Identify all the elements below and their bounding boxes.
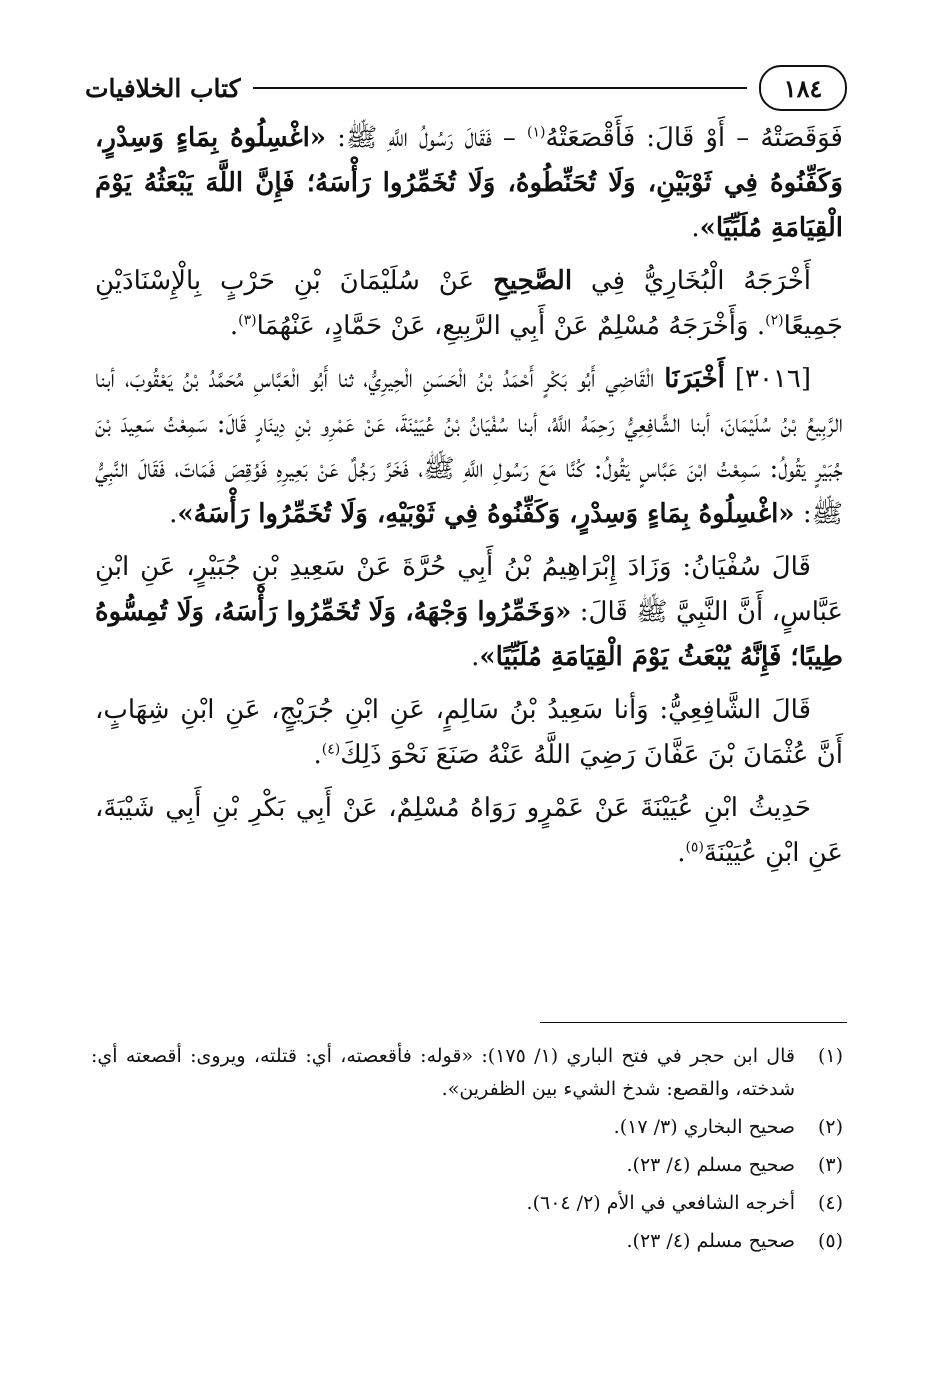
footnote-ref[interactable]: (٤) bbox=[321, 741, 341, 758]
text-run: قَالَ سُفْيَانُ: وَزَادَ إِبْرَاهِيمُ بْنُ أَبِي حُرَّةَ عَنْ سَعِيدِ بْنِ جُبَيْرٍ، عَنِ ابْنِ عَبَّاسٍ، أَنَّ النَّبِيَّ ﷺ قَالَ: bbox=[95, 552, 843, 627]
text-run: أَخْرَجَهُ الْبُخَارِيُّ فِي bbox=[572, 266, 811, 296]
footnotes bbox=[91, 1040, 843, 1263]
text-run: – فَقَالَ رَسُولُ اللَّهِ ﷺ: bbox=[326, 123, 528, 153]
footnote-ref[interactable]: (٥) bbox=[685, 839, 704, 856]
footnote-text: صحيح مسلم (٤/ ٢٣). bbox=[626, 1154, 795, 1176]
footnote-text: صحيح مسلم (٤/ ٢٣). bbox=[626, 1230, 795, 1252]
text-run: . bbox=[169, 499, 178, 529]
book-title: كتاب الخلافيات bbox=[85, 73, 241, 103]
paragraph-6 bbox=[95, 786, 843, 876]
hadith-text: «اغْسِلُوهُ بِمَاءٍ وَسِدْرٍ، وَكَفِّنُوهُ فِي ثَوْبَيْهِ، وَلَا تُخَمِّرُوا رَأْسَهُ» bbox=[177, 499, 795, 529]
footnote-ref[interactable]: (١) bbox=[527, 124, 546, 141]
footnote-item bbox=[91, 1225, 843, 1258]
hadith-text: «وَخَمِّرُوا وَجْهَهُ، وَلَا تُخَمِّرُوا رَأْسَهُ، وَلَا تُمِسُّوهُ طِيبًا؛ فَإِنَّهُ يُبْعَثُ يَوْمَ الْقِيَامَةِ مُلَبِّيًا» bbox=[95, 597, 843, 672]
footnote-ref[interactable]: (٢) bbox=[765, 312, 784, 329]
text-run: قَالَ الشَّافِعِيُّ: وَأنا سَعِيدُ بْنُ سَالِمٍ، عَنِ ابْنِ جُرَيْجٍ، عَنِ ابْنِ شِهَابٍ، أَنَّ عُثْمَانَ بْنَ عَفَّانَ رَضِيَ اللَّهُ عَنْهُ صَنَعَ نَحْوَ ذَلِكَ bbox=[95, 695, 843, 770]
text-run: . bbox=[677, 838, 686, 868]
text-run: فَوَقَصَتْهُ – أَوْ قَالَ: فَأَقْصَعَتْهُ bbox=[545, 123, 843, 153]
footnote-item bbox=[91, 1149, 843, 1182]
book-name: الصَّحِيحِ bbox=[492, 266, 573, 296]
footnote-item bbox=[91, 1040, 843, 1106]
text-run: . وَأَخْرَجَهُ مُسْلِمٌ عَنْ أَبِي الرَّبِيعِ، عَنْ حَمَّادٍ، عَنْهُمَا bbox=[256, 311, 766, 341]
main-text bbox=[95, 116, 843, 884]
text-run: حَدِيثُ ابْنِ عُيَيْنَةَ عَنْ عَمْرٍو رَوَاهُ مُسْلِمٌ، عَنْ أَبِي بَكْرِ بْنِ أَبِي شَيْبَةَ، عَنِ ابْنِ عُيَيْنَةَ bbox=[95, 793, 843, 868]
footnote-number: (٤) bbox=[817, 1192, 843, 1214]
footnote-number: (١) bbox=[817, 1045, 843, 1067]
paragraph-1 bbox=[95, 116, 843, 251]
footnote-separator bbox=[540, 1022, 847, 1023]
hadith-text: «اغْسِلُوهُ بِمَاءٍ وَسِدْرٍ، وَكَفِّنُوهُ فِي ثَوْبَيْنِ، وَلَا تُحَنِّطُوهُ، وَلَا تُخَمِّرُوا رَأْسَهُ؛ فَإِنَّ اللَّهَ يَبْعَثُهُ يَوْمَ الْقِيَامَةِ مُلَبِّيًا» bbox=[95, 123, 843, 243]
text-run: الْقَاضِي أَبُو بَكْرٍ أَحْمَدُ بْنُ الْحَسَنِ الْحِيرِيُّ، ثنا أَبُو الْعَبَّاسِ مُحَمَّدُ بْنُ يَعْقُوبَ، أبنا الرَّبِيعُ بْنُ سُلَيْمَانَ، أبنا الشَّافِعِيُّ رَحِمَهُ اللَّهُ، أبنا سُفْيَانُ بْنُ عُيَيْنَةَ، عَنْ عَمْرِو بْنِ دِينَارٍ قَالَ: سَمِعْتُ سَعِيدَ بْنَ جُبَيْرٍ يَقُولُ: سَمِعْتُ ابْنَ عَبَّاسٍ يَقُولُ: كُنَّا مَعَ رَسُولِ اللَّهِ ﷺ، فَخَرَّ رَجُلٌ عَنْ بَعِيرِهِ فَوُقِصَ فَمَاتَ، فَقَالَ النَّبِيُّ ﷺ: bbox=[95, 364, 843, 529]
paragraph-2 bbox=[95, 259, 843, 349]
text-run: . bbox=[691, 213, 700, 243]
paragraph-3 bbox=[95, 357, 843, 537]
header-rule bbox=[253, 87, 747, 89]
paragraph-5 bbox=[95, 688, 843, 778]
footnote-item bbox=[91, 1187, 843, 1220]
text-run: . bbox=[229, 311, 239, 341]
footnote-number: (٢) bbox=[817, 1116, 843, 1138]
hadith-number: [٣٠١٦] bbox=[724, 364, 811, 394]
footnote-text: قال ابن حجر في فتح الباري (١/ ١٧٥): «قوله: فأقعصته، أي: قتلته، ويروى: أقصعته أي: شدخته، والقصع: شدخ الشيء بين الظفرين». bbox=[91, 1045, 795, 1100]
footnote-text: أخرجه الشافعي في الأم (٢/ ٦٠٤). bbox=[526, 1192, 795, 1214]
footnote-item bbox=[91, 1111, 843, 1144]
footnote-ref[interactable]: (٣) bbox=[238, 312, 257, 329]
transmission-term: أَخْبَرَنَا bbox=[664, 364, 725, 394]
footnote-number: (٥) bbox=[817, 1230, 843, 1252]
page-number: ١٨٤ bbox=[759, 65, 847, 111]
paragraph-4 bbox=[95, 545, 843, 680]
text-run: عَنْ سُلَيْمَانَ بْنِ حَرْبٍ بِالْإِسْنَادَيْنِ جَمِيعًا bbox=[95, 266, 843, 341]
footnote-number: (٣) bbox=[817, 1154, 843, 1176]
footnote-text: صحيح البخاري (٣/ ١٧). bbox=[613, 1116, 795, 1138]
page-header bbox=[85, 62, 847, 114]
text-run: . bbox=[471, 642, 480, 672]
text-run: . bbox=[313, 740, 322, 770]
